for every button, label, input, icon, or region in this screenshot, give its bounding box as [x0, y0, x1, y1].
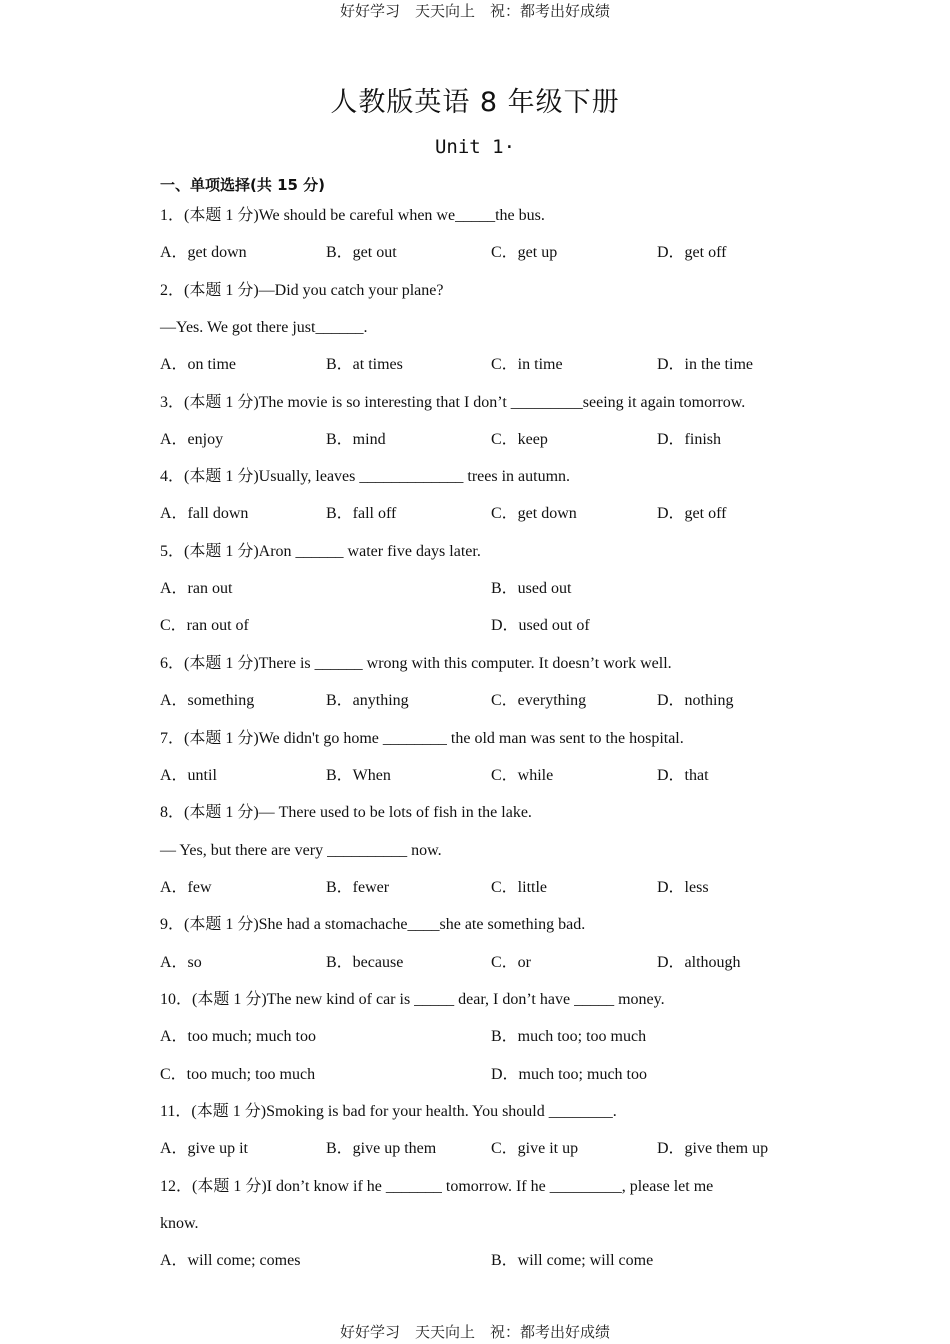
q10-option-c: C．too much; too much	[160, 1066, 316, 1083]
q2-option-c: C．in time	[491, 356, 563, 373]
q6-option-d: D．nothing	[657, 692, 734, 709]
q3-option-a: A．enjoy	[160, 431, 224, 448]
q9-option-d: D．although	[657, 954, 741, 971]
question-5-text: 5．(本题 1 分)Aron ______ water five days later.	[160, 543, 481, 560]
q12-option-a: A．will come; comes	[160, 1252, 301, 1269]
q5-option-c: C．ran out of	[160, 617, 249, 634]
page-footer: 好好学习 天天向上 祝：都考出好成绩	[339, 1323, 610, 1341]
question-4-text: 4．(本题 1 分)Usually, leaves _____________ trees in autumn.	[160, 468, 571, 485]
question-7-text: 7．(本题 1 分)We didn't go home ________ the old man was sent to the hospital.	[160, 730, 684, 747]
q9-option-a: A．so	[160, 954, 202, 971]
q3-option-d: D．finish	[657, 431, 722, 448]
question-3-text: 3．(本题 1 分)The movie is so interesting that I don’t _________seeing it again tomorrow.	[160, 394, 746, 411]
question-12-text: 12．(本题 1 分)I don’t know if he _______ tomorrow. If he _________, please let me	[160, 1178, 714, 1195]
q6-option-b: B．anything	[326, 692, 409, 709]
q12-option-b: B．will come; will come	[491, 1252, 654, 1269]
q11-option-b: B．give up them	[326, 1140, 437, 1157]
q8-option-c: C．little	[491, 879, 548, 896]
question-2-text: 2．(本题 1 分)—Did you catch your plane?	[160, 282, 444, 299]
q8-option-d: D．less	[657, 879, 709, 896]
page-header: 好好学习 天天向上 祝：都考出好成绩	[339, 2, 610, 20]
q7-option-b: B．When	[326, 767, 391, 784]
section-title: 一、单项选择(共 15 分)	[160, 176, 326, 194]
q4-option-c: C．get down	[491, 505, 577, 522]
q1-option-c: C．get up	[491, 244, 558, 261]
q7-option-c: C．while	[491, 767, 554, 784]
q5-option-d: D．used out of	[491, 617, 590, 634]
q5-option-b: B．used out	[491, 580, 572, 597]
q3-option-c: C．keep	[491, 431, 548, 448]
q11-option-a: A．give up it	[160, 1140, 248, 1157]
question-10-text: 10．(本题 1 分)The new kind of car is _____ dear, I don’t have _____ money.	[160, 991, 665, 1008]
q8-option-b: B．fewer	[326, 879, 390, 896]
question-2-text-cont: —Yes. We got there just______.	[160, 319, 368, 336]
q8-option-a: A．few	[160, 879, 212, 896]
q7-option-a: A．until	[160, 767, 217, 784]
question-9-text: 9．(本题 1 分)She had a stomachache____she ate something bad.	[160, 916, 586, 933]
q1-option-a: A．get down	[160, 244, 247, 261]
q1-option-b: B．get out	[326, 244, 397, 261]
q11-option-d: D．give them up	[657, 1140, 769, 1157]
q10-option-b: B．much too; too much	[491, 1028, 647, 1045]
q10-option-a: A．too much; much too	[160, 1028, 316, 1045]
unit-heading: Unit 1·	[434, 136, 516, 158]
q6-option-c: C．everything	[491, 692, 587, 709]
q11-option-c: C．give it up	[491, 1140, 579, 1157]
q9-option-b: B．because	[326, 954, 404, 971]
q6-option-a: A．something	[160, 692, 255, 709]
question-11-text: 11．(本题 1 分)Smoking is bad for your health. You should ________.	[160, 1103, 617, 1120]
question-1-text: 1．(本题 1 分)We should be careful when we_____the bus.	[160, 207, 545, 224]
q2-option-d: D．in the time	[657, 356, 753, 373]
q7-option-d: D．that	[657, 767, 709, 784]
q2-option-a: A．on time	[160, 356, 236, 373]
question-6-text: 6．(本题 1 分)There is ______ wrong with this computer. It doesn’t work well.	[160, 655, 672, 672]
q9-option-c: C．or	[491, 954, 532, 971]
question-8-text: 8．(本题 1 分)— There used to be lots of fish in the lake.	[160, 804, 532, 821]
question-12-text-cont: know.	[160, 1215, 199, 1232]
q2-option-b: B．at times	[326, 356, 403, 373]
question-8-text-cont: — Yes, but there are very __________ now.	[160, 842, 442, 859]
q3-option-b: B．mind	[326, 431, 386, 448]
q4-option-b: B．fall off	[326, 505, 397, 522]
q4-option-a: A．fall down	[160, 505, 249, 522]
q4-option-d: D．get off	[657, 505, 727, 522]
document-title: 人教版英语 8 年级下册	[330, 87, 620, 118]
q10-option-d: D．much too; much too	[491, 1066, 647, 1083]
q5-option-a: A．ran out	[160, 580, 233, 597]
q1-option-d: D．get off	[657, 244, 727, 261]
